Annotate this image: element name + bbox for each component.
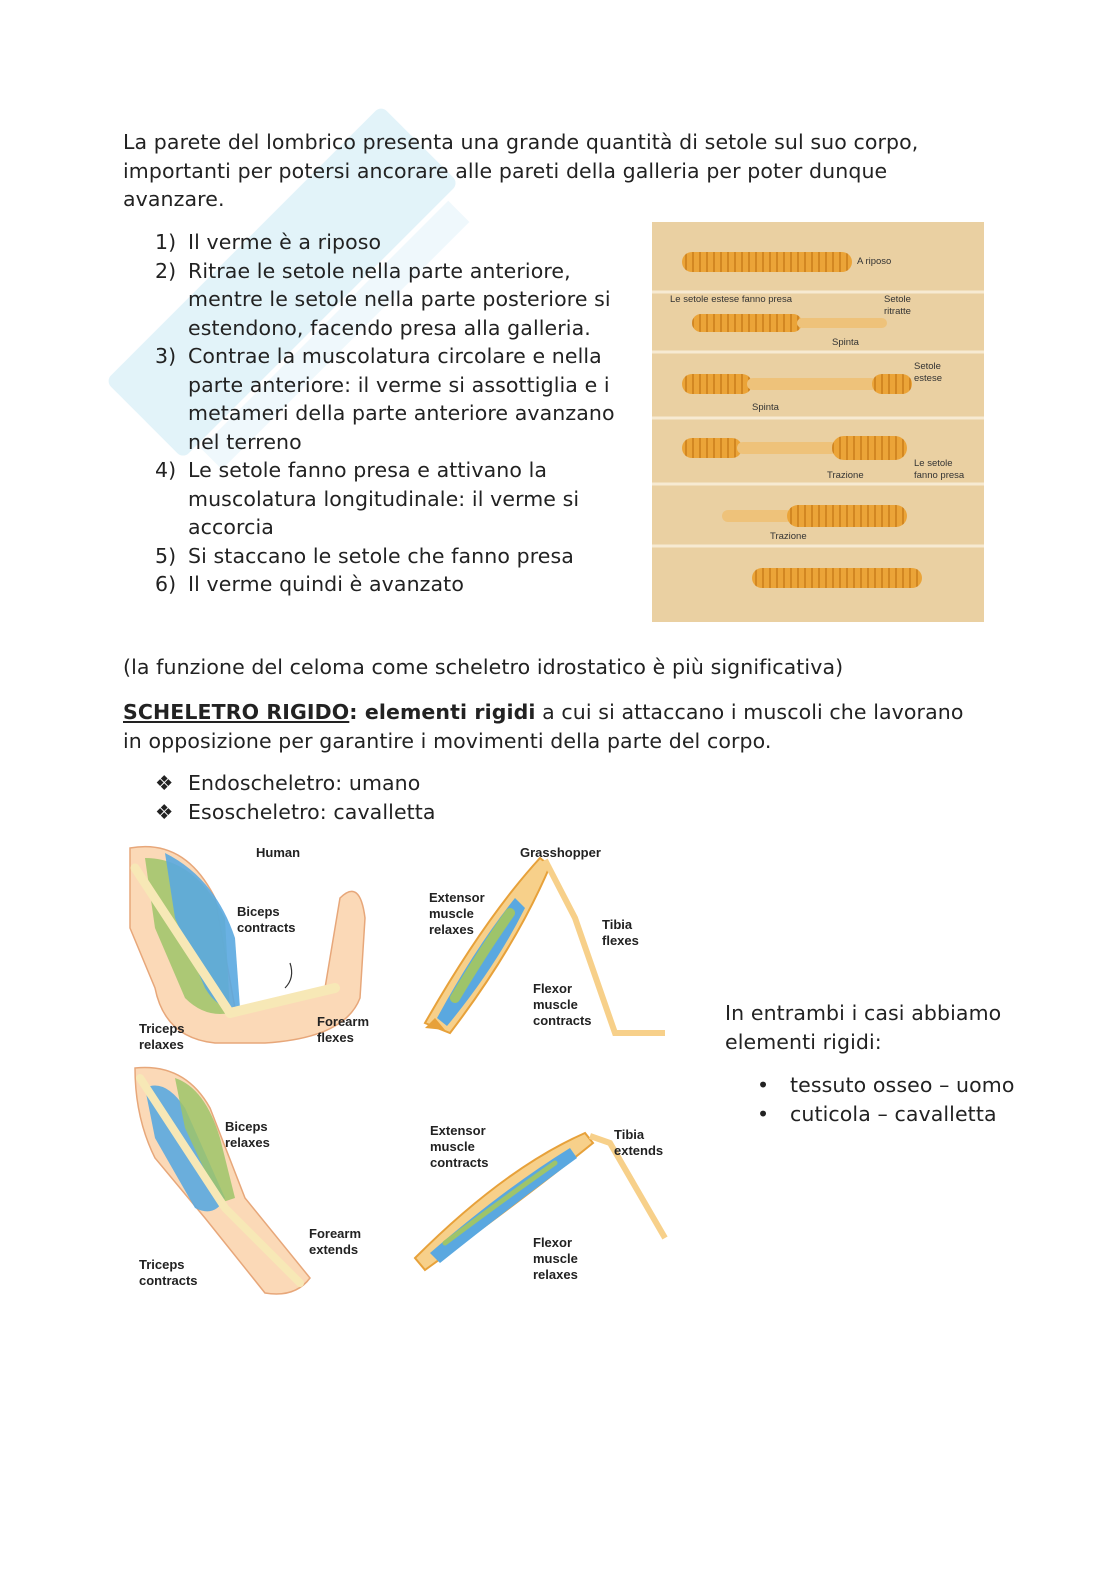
worm-shape xyxy=(682,252,852,272)
label-flexor-contracts: Flexor xyxy=(533,981,573,996)
skeleton-types-list xyxy=(155,769,755,826)
label-flexor-relaxes: Flexor xyxy=(533,1235,573,1250)
list-item: • tessuto osseo – uomo xyxy=(757,1073,1015,1097)
label-forearm-extends: Forearm xyxy=(309,1226,362,1241)
worm-shape xyxy=(682,438,742,458)
worm-shape xyxy=(787,505,907,527)
label-spinta: Spinta xyxy=(752,402,779,413)
list-item: 4) Le setole fanno presa e attivano la muscolatura longitudinale: il verme si accorcia xyxy=(155,458,580,539)
list-item: ❖ Endoscheletro: umano xyxy=(155,771,421,795)
label-human: Human xyxy=(256,845,301,860)
both-cases-paragraph: In entrambi i casi abbiamo elementi rigidi: xyxy=(725,1001,1002,1054)
list-item: 1) Il verme è a riposo xyxy=(155,230,382,254)
label-extensor-relaxes: relaxes xyxy=(429,922,474,937)
label-extensor-relaxes: muscle xyxy=(429,906,474,921)
label-triceps-relaxes: Triceps xyxy=(139,1021,185,1036)
label-triceps-relaxes: relaxes xyxy=(139,1037,184,1052)
label-setole-estese: Setole xyxy=(914,361,941,372)
label-le-setole: Le setole xyxy=(914,458,953,469)
rigid-skeleton-heading: SCHELETRO RIGIDO xyxy=(123,700,350,724)
label-a-riposo: A riposo xyxy=(857,256,892,267)
note-paragraph: (la funzione del celoma come scheletro idrostatico è più significativa) xyxy=(123,655,844,679)
label-biceps-relaxes: Biceps xyxy=(225,1119,268,1134)
label-tibia-extends: extends xyxy=(614,1143,664,1158)
worm-shape xyxy=(872,374,912,394)
muscle-antagonism-figure xyxy=(125,838,685,1303)
earthworm-locomotion-figure xyxy=(652,222,984,622)
label-flexor-contracts: muscle xyxy=(533,997,578,1012)
label-setole-ritratte: Setole xyxy=(884,294,911,305)
label-forearm-flexes: flexes xyxy=(317,1030,354,1045)
worm-shape xyxy=(752,568,922,588)
label-setole-ritratte: ritratte xyxy=(884,306,911,317)
label-flexor-relaxes: relaxes xyxy=(533,1267,578,1282)
rigid-skeleton-paragraph: SCHELETRO RIGIDO: elementi rigidi a cui si attaccano i muscoli che lavorano in opposizione per garantire i movimenti della parte del corpo. xyxy=(123,700,964,753)
label-tibia-flexes: flexes xyxy=(602,933,639,948)
rigid-elements-list xyxy=(757,1071,1077,1128)
worm-shape xyxy=(692,314,802,332)
label-tibia-flexes: Tibia xyxy=(602,917,633,932)
label-spinta: Spinta xyxy=(832,337,859,348)
list-item: 5) Si staccano le setole che fanno presa xyxy=(155,543,574,568)
label-extensor-contracts: Extensor xyxy=(430,1123,486,1138)
label-biceps-contracts: Biceps xyxy=(237,904,280,919)
worm-shape xyxy=(722,510,792,522)
list-item: 2) Ritrae le setole nella parte anteriore, mentre le setole nella parte posteriore si estendono, facendo presa alla galleria. xyxy=(155,258,611,340)
label-forearm-extends: extends xyxy=(309,1242,359,1257)
worm-shape xyxy=(737,442,837,454)
label-flexor-contracts: contracts xyxy=(533,1013,592,1028)
label-biceps-relaxes: relaxes xyxy=(225,1135,270,1150)
label-forearm-flexes: Forearm xyxy=(317,1014,370,1029)
label-extensor-contracts: muscle xyxy=(430,1139,475,1154)
label-le-setole: fanno presa xyxy=(914,470,965,481)
worm-steps-list xyxy=(155,228,635,599)
label-setole-estese: estese xyxy=(914,373,942,384)
label-tibia-extends: Tibia xyxy=(614,1127,645,1142)
label-trazione: Trazione xyxy=(770,531,807,542)
label-flexor-relaxes: muscle xyxy=(533,1251,578,1266)
list-item: ❖ Esoscheletro: cavalletta xyxy=(155,799,436,824)
label-extensor-relaxes: Extensor xyxy=(429,890,485,905)
worm-shape xyxy=(747,378,877,390)
list-item: • cuticola – cavalletta xyxy=(757,1101,997,1126)
label-triceps-contracts: contracts xyxy=(139,1273,198,1288)
worm-shape xyxy=(682,374,752,394)
label-setole-estese-presa: Le setole estese fanno presa xyxy=(670,294,793,305)
list-item: 6) Il verme quindi è avanzato xyxy=(155,572,464,596)
label-triceps-contracts: Triceps xyxy=(139,1257,185,1272)
intro-paragraph: La parete del lombrico presenta una grande quantità di setole sul suo corpo, importanti per potersi ancorare alle pareti della galleria per poter dunque avanzare. xyxy=(123,130,919,211)
worm-shape xyxy=(832,436,907,460)
list-item: 3) Contrae la muscolatura circolare e nella parte anteriore: il verme si assottiglia e i metameri della parte anteriore avanzano nel terreno xyxy=(155,344,615,454)
worm-shape xyxy=(797,318,887,328)
label-grasshopper: Grasshopper xyxy=(520,845,601,860)
label-trazione: Trazione xyxy=(827,470,864,481)
label-biceps-contracts: contracts xyxy=(237,920,296,935)
label-extensor-contracts: contracts xyxy=(430,1155,489,1170)
